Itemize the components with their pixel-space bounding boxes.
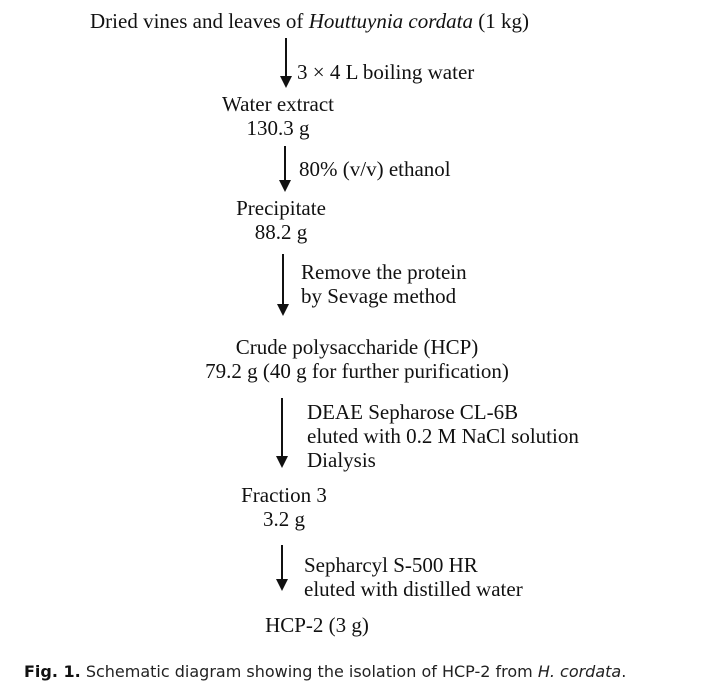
step-3-label-line-1: Remove the protein xyxy=(301,260,467,284)
node-water-extract: Water extract xyxy=(222,92,334,116)
node-precipitate: Precipitate xyxy=(236,196,326,220)
caption-end: . xyxy=(621,662,627,681)
node-water-extract-amount: 130.3 g xyxy=(246,116,310,140)
arrow-5 xyxy=(276,545,288,591)
node-hcp-2: HCP-2 (3 g) xyxy=(265,613,369,637)
node-precipitate-amount: 88.2 g xyxy=(254,220,308,244)
caption-text: Schematic diagram showing the isolation of HCP-2 from xyxy=(80,662,538,681)
step-5-label-line-1: Sepharcyl S-500 HR xyxy=(304,553,478,577)
caption-species: H. cordata xyxy=(537,662,622,681)
step-3-label-line-2: by Sevage method xyxy=(301,284,457,308)
node-fraction-3: Fraction 3 xyxy=(241,483,327,507)
step-4-label-line-1: DEAE Sepharose CL-6B xyxy=(307,400,519,424)
arrow-4 xyxy=(276,398,288,468)
start-material-text: Dried vines and leaves of xyxy=(90,9,309,33)
step-2-label: 80% (v/v) ethanol xyxy=(299,157,451,181)
arrow-3 xyxy=(277,254,289,316)
start-material-amount: (1 kg) xyxy=(472,9,529,33)
step-1-label: 3 × 4 L boiling water xyxy=(297,60,475,84)
arrow-1 xyxy=(280,38,292,88)
figure-caption xyxy=(24,662,626,681)
species-name: Houttuynia cordata xyxy=(308,9,473,33)
step-5-label-line-2: eluted with distilled water xyxy=(304,577,523,601)
figure-label: Fig. 1. xyxy=(24,662,81,681)
step-4-label-line-3: Dialysis xyxy=(307,448,376,472)
node-crude-polysaccharide-amount: 79.2 g (40 g for further purification) xyxy=(205,359,509,383)
node-crude-polysaccharide: Crude polysaccharide (HCP) xyxy=(235,335,479,359)
node-fraction-3-amount: 3.2 g xyxy=(263,507,305,531)
arrow-2 xyxy=(279,146,291,192)
start-material xyxy=(90,9,529,33)
step-4-label-line-2: eluted with 0.2 M NaCl solution xyxy=(307,424,579,448)
